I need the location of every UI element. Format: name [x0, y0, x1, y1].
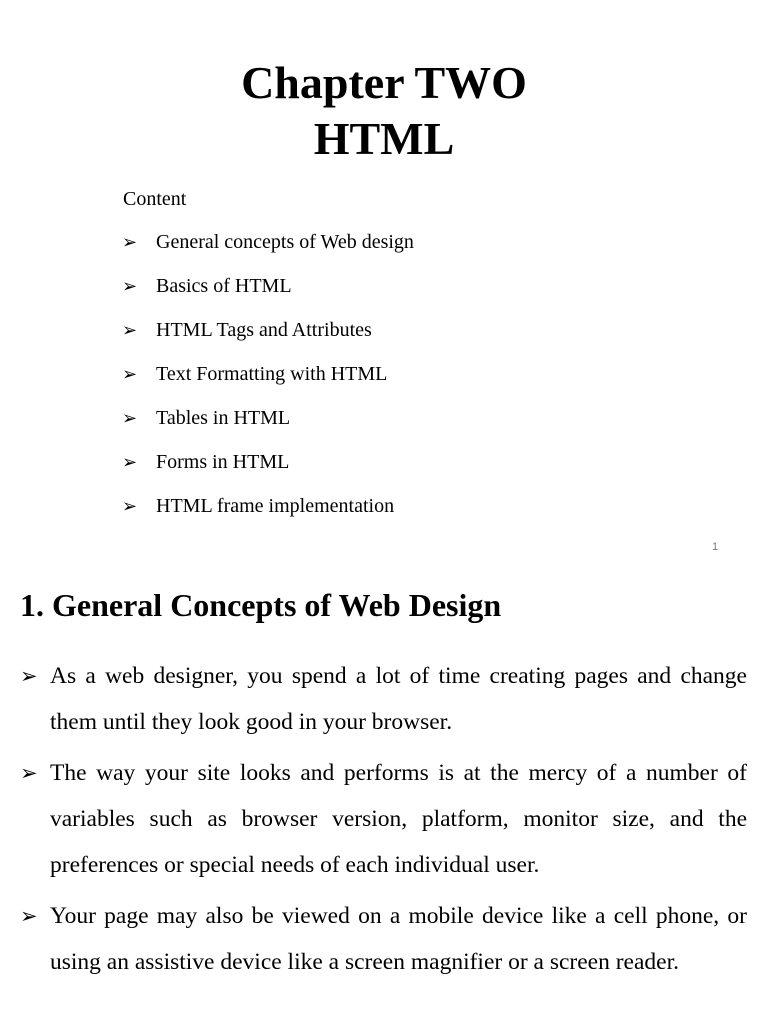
bullet-text: Your page may also be viewed on a mobile device like a cell phone, or using an assistive device like a screen magnifier or a screen reader. — [50, 903, 747, 975]
content-label: Content — [123, 188, 187, 210]
arrow-bullet-icon: ➢ — [122, 496, 138, 516]
content-item-label: Basics of HTML — [156, 275, 292, 297]
content-item-label: HTML Tags and Attributes — [156, 319, 372, 341]
content-item-label: Text Formatting with HTML — [156, 363, 388, 385]
bullet-item — [20, 653, 747, 745]
slide-2 — [0, 565, 768, 1024]
content-item-label: Tables in HTML — [156, 407, 291, 429]
content-item — [122, 493, 414, 537]
arrow-bullet-icon: ➢ — [122, 320, 138, 340]
content-item — [122, 361, 414, 405]
arrow-bullet-icon: ➢ — [122, 232, 138, 252]
content-item-label: Forms in HTML — [156, 451, 290, 473]
chapter-title: Chapter TWO — [241, 57, 527, 108]
arrow-bullet-icon: ➢ — [20, 664, 38, 688]
bullet-list — [20, 653, 747, 990]
bullet-text: The way your site looks and performs is at the mercy of a number of variables such as browser version, platform, monitor size, and the preferences or special needs of each individual user. — [50, 760, 747, 878]
arrow-bullet-icon: ➢ — [20, 761, 38, 785]
arrow-bullet-icon: ➢ — [122, 364, 138, 384]
arrow-bullet-icon: ➢ — [122, 408, 138, 428]
content-item — [122, 449, 414, 493]
content-item — [122, 273, 414, 317]
bullet-item — [20, 893, 747, 985]
page-number: 1 — [712, 541, 719, 553]
content-item-label: HTML frame implementation — [156, 495, 395, 517]
chapter-subtitle: HTML — [313, 113, 455, 164]
bullet-item — [20, 750, 747, 888]
arrow-bullet-icon: ➢ — [122, 276, 138, 296]
content-item — [122, 317, 414, 361]
content-item — [122, 229, 414, 273]
content-item-label: General concepts of Web design — [156, 231, 414, 253]
section-heading: 1. General Concepts of Web Design — [20, 587, 502, 623]
content-item — [122, 405, 414, 449]
arrow-bullet-icon: ➢ — [20, 904, 38, 928]
bullet-text: As a web designer, you spend a lot of time creating pages and change them until they look good in your browser. — [50, 663, 747, 735]
content-list — [122, 229, 414, 537]
arrow-bullet-icon: ➢ — [122, 452, 138, 472]
